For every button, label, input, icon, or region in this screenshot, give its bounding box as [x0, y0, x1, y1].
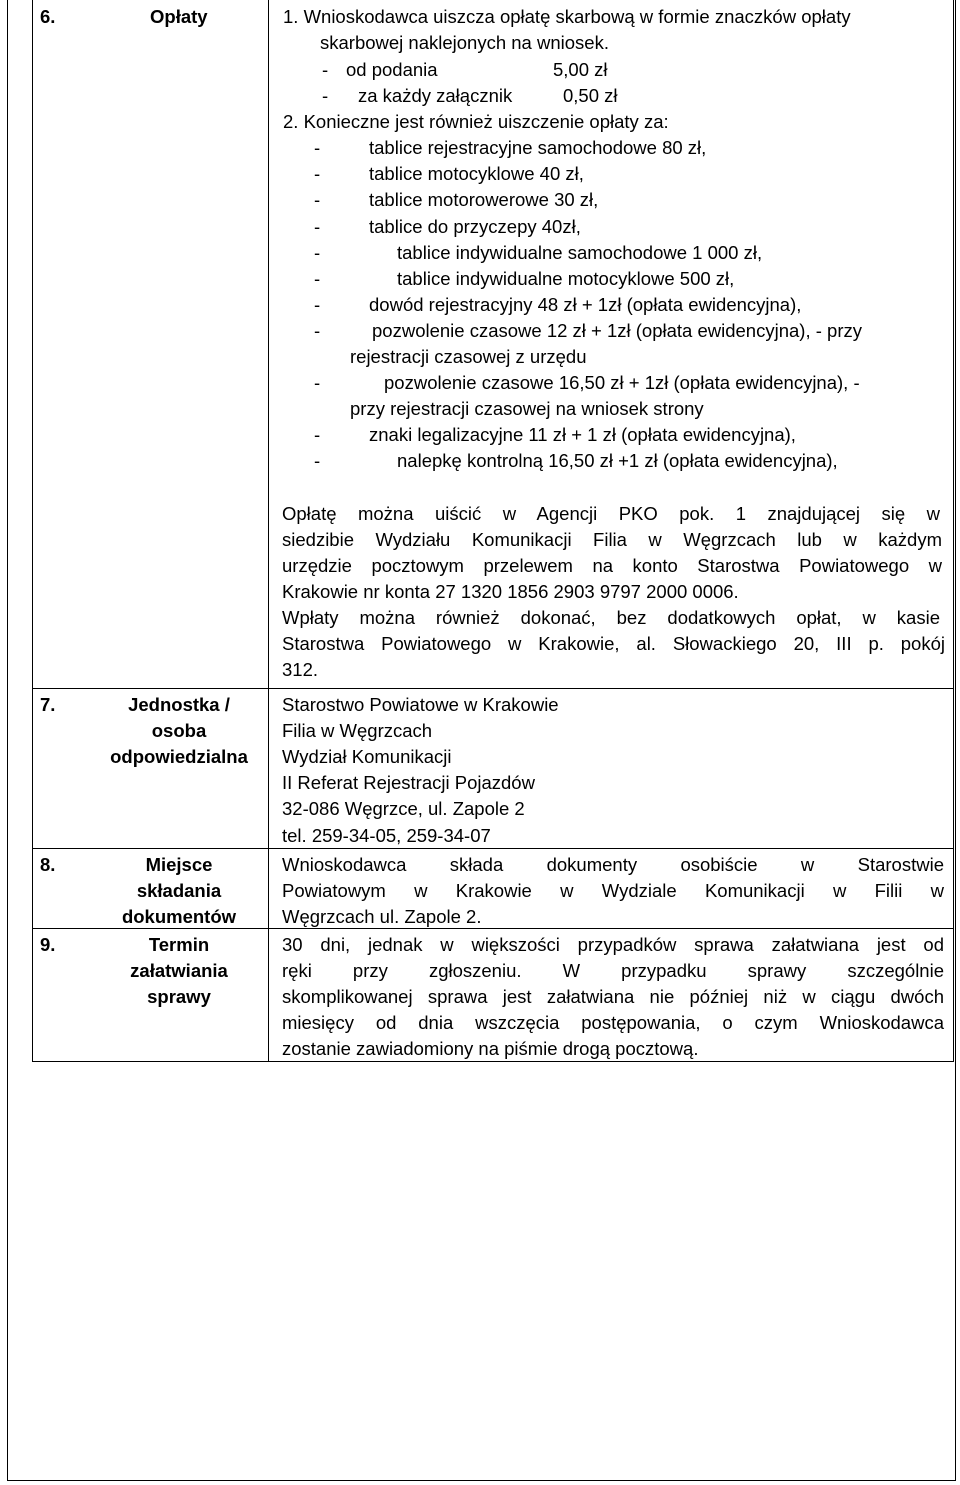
fee-dash: - [322, 85, 329, 106]
row-number: 8. [40, 854, 56, 875]
fee-amount: 5,00 zł [553, 59, 608, 80]
payment-line: urzędzie pocztowym przelewem na konto Starostwa Powiatowego w [282, 555, 942, 576]
row-divider-6-7 [32, 688, 954, 689]
row-label: Opłaty [150, 6, 208, 27]
table-right-border [953, 0, 954, 1062]
office-line: II Referat Rejestracji Pojazdów [282, 772, 535, 793]
list-dash: - [314, 372, 321, 393]
fee-item-1-line-2: skarbowej naklejonych na wniosek. [320, 32, 609, 53]
row-label-line: załatwiania [130, 960, 228, 981]
list-dash: - [314, 216, 321, 237]
deadline-line: zostanie zawiadomiony na piśmie drogą pocztową. [282, 1038, 699, 1059]
list-item-continuation: rejestracji czasowej z urzędu [350, 346, 587, 367]
list-item: tablice motocyklowe 40 zł, [369, 163, 584, 184]
deadline-line: ręki przy zgłoszeniu. W przypadku sprawy szczególnie [282, 960, 944, 981]
row-label-line: Termin [148, 934, 210, 955]
list-dash: - [314, 163, 321, 184]
payment-line: Opłatę można uiścić w Agencji PKO pok. 1 znajdującej się w [282, 503, 940, 524]
list-item: dowód rejestracyjny 48 zł + 1zł (opłata ewidencyjna), [369, 294, 802, 315]
row-label-line: składania [136, 880, 222, 901]
list-item: pozwolenie czasowe 16,50 zł + 1zł (opłata ewidencyjna), - [384, 372, 860, 393]
submission-line: Węgrzcach ul. Zapole 2. [282, 906, 482, 927]
list-dash: - [314, 450, 321, 471]
payment-line: Wpłaty można również dokonać, bez dodatkowych opłat, w kasie [282, 607, 940, 628]
submission-line: Wnioskodawca składa dokumenty osobiście w Starostwie [282, 854, 944, 875]
deadline-line: skomplikowanej sprawa jest załatwiana nie później niż w ciągu dwóch [282, 986, 944, 1007]
list-dash: - [314, 294, 321, 315]
list-item: tablice motorowerowe 30 zł, [369, 189, 599, 210]
payment-line: siedzibie Wydziału Komunikacji Filia w Węgrzcach lub w każdym [282, 529, 942, 550]
table-col-divider [268, 0, 269, 1062]
fee-item-1-line-1: 1. Wnioskodawca uiszcza opłatę skarbową w formie znaczków opłaty [283, 6, 851, 27]
office-line: Filia w Węgrzcach [282, 720, 433, 741]
table-left-border [32, 0, 33, 1062]
office-line: Starostwo Powiatowe w Krakowie [282, 694, 559, 715]
list-dash: - [314, 137, 321, 158]
fee-label: za każdy załącznik [358, 85, 513, 106]
fee-amount: 0,50 zł [563, 85, 618, 106]
deadline-line: 30 dni, jednak w większości przypadków sprawa załatwiana jest od [282, 934, 944, 955]
office-line: Wydział Komunikacji [282, 746, 452, 767]
list-item: tablice rejestracyjne samochodowe 80 zł, [369, 137, 707, 158]
list-dash: - [314, 242, 321, 263]
office-line: 32-086 Węgrzce, ul. Zapole 2 [282, 798, 525, 819]
row-label-line: Jednostka / [128, 694, 230, 715]
payment-line: Krakowie nr konta 27 1320 1856 2903 9797 2000 0006. [282, 581, 739, 602]
payment-line: 312. [282, 659, 319, 680]
fee-item-2-title: 2. Konieczne jest również uiszczenie opłaty za: [283, 111, 669, 132]
deadline-line: miesięcy od dnia wszczęcia postępowania, o czym Wnioskodawca [282, 1012, 944, 1033]
list-dash: - [314, 320, 321, 341]
row-label-line: osoba [151, 720, 207, 741]
office-line: tel. 259-34-05, 259-34-07 [282, 825, 491, 846]
list-dash: - [314, 424, 321, 445]
list-item-continuation: przy rejestracji czasowej na wniosek strony [350, 398, 704, 419]
row-number: 9. [40, 934, 56, 955]
list-item: znaki legalizacyjne 11 zł + 1 zł (opłata ewidencyjna), [369, 424, 796, 445]
row-divider-7-8 [32, 848, 954, 849]
payment-line: Starostwa Powiatowego w Krakowie, al. Słowackiego 20, III p. pokój [282, 633, 945, 654]
list-dash: - [314, 189, 321, 210]
list-item: pozwolenie czasowe 12 zł + 1zł (opłata ewidencyjna), - przy [372, 320, 862, 341]
row-number: 7. [40, 694, 56, 715]
row-label-line: odpowiedzialna [110, 746, 248, 767]
submission-line: Powiatowym w Krakowie w Wydziale Komunikacji w Filii w [282, 880, 944, 901]
row-label-line: Miejsce [145, 854, 213, 875]
fee-label: od podania [346, 59, 438, 80]
list-dash: - [314, 268, 321, 289]
list-item: nalepkę kontrolną 16,50 zł +1 zł (opłata ewidencyjna), [397, 450, 838, 471]
list-item: tablice indywidualne samochodowe 1 000 zł, [397, 242, 763, 263]
list-item: tablice do przyczepy 40zł, [369, 216, 581, 237]
list-item: tablice indywidualne motocyklowe 500 zł, [397, 268, 735, 289]
row-label-line: sprawy [147, 986, 211, 1007]
row-label-line: dokumentów [121, 906, 237, 927]
fee-dash: - [322, 59, 329, 80]
row-number: 6. [40, 6, 56, 27]
